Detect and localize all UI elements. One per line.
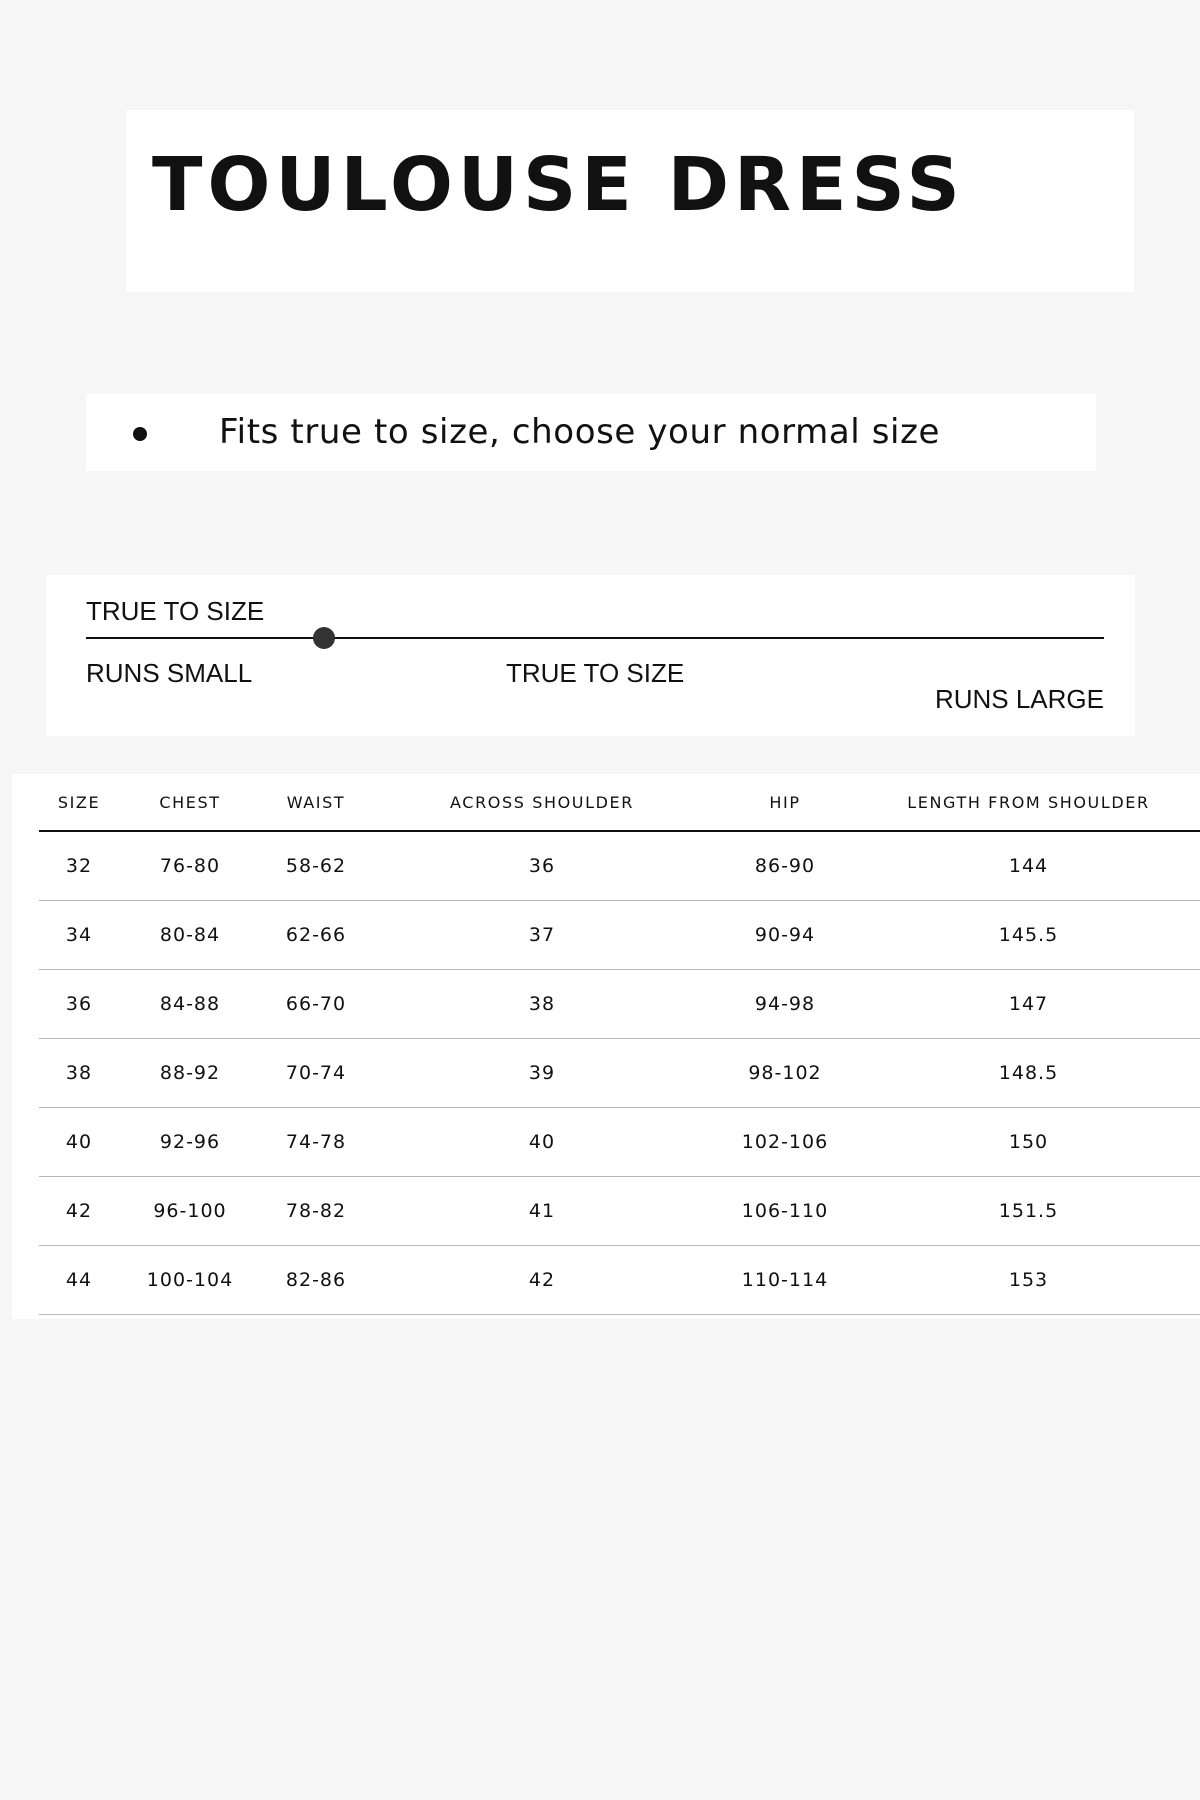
table-header-row [39, 774, 1200, 831]
table-cell: 38 [39, 1039, 119, 1108]
table-cell: 98-102 [713, 1039, 857, 1108]
fit-min-label: RUNS SMALL [86, 658, 253, 688]
table-cell: 147 [857, 970, 1200, 1039]
product-title-banner [126, 110, 1134, 292]
table-cell: 150 [857, 1108, 1200, 1177]
fit-scale-track [86, 637, 1104, 639]
table-cell: 84-88 [119, 970, 261, 1039]
product-title: TOULOUSE DRESS [152, 142, 965, 228]
table-cell: 44 [39, 1246, 119, 1315]
table-cell: 37 [371, 901, 713, 970]
table-cell: 41 [371, 1177, 713, 1246]
table-cell: 96-100 [119, 1177, 261, 1246]
table-cell: 82-86 [261, 1246, 371, 1315]
table-row [39, 1246, 1200, 1315]
table-cell: 144 [857, 831, 1200, 901]
table-cell: 40 [39, 1108, 119, 1177]
column-header-chest: CHEST [119, 774, 261, 831]
table-row [39, 1108, 1200, 1177]
table-cell: 106-110 [713, 1177, 857, 1246]
table-cell: 148.5 [857, 1039, 1200, 1108]
fit-current-label: TRUE TO SIZE [86, 596, 265, 626]
table-cell: 74-78 [261, 1108, 371, 1177]
table-cell: 36 [371, 831, 713, 901]
size-chart-table [39, 774, 1200, 1315]
fit-mid-label: TRUE TO SIZE [506, 658, 685, 688]
table-row [39, 1177, 1200, 1246]
table-cell: 76-80 [119, 831, 261, 901]
table-cell: 88-92 [119, 1039, 261, 1108]
table-cell: 40 [371, 1108, 713, 1177]
table-cell: 78-82 [261, 1177, 371, 1246]
table-cell: 70-74 [261, 1039, 371, 1108]
column-header-across-shoulder: ACROSS SHOULDER [371, 774, 713, 831]
table-cell: 36 [39, 970, 119, 1039]
table-row [39, 831, 1200, 901]
table-cell: 39 [371, 1039, 713, 1108]
table-cell: 62-66 [261, 901, 371, 970]
table-cell: 94-98 [713, 970, 857, 1039]
table-row [39, 901, 1200, 970]
table-cell: 66-70 [261, 970, 371, 1039]
table-cell: 145.5 [857, 901, 1200, 970]
table-cell: 38 [371, 970, 713, 1039]
fit-scale-indicator [313, 627, 335, 649]
column-header-waist: WAIST [261, 774, 371, 831]
column-header-hip: HIP [713, 774, 857, 831]
fit-max-label: RUNS LARGE [934, 684, 1104, 714]
table-cell: 90-94 [713, 901, 857, 970]
table-cell: 100-104 [119, 1246, 261, 1315]
table-row [39, 1039, 1200, 1108]
table-cell: 102-106 [713, 1108, 857, 1177]
column-header-length-from-shoulder: LENGTH FROM SHOULDER [857, 774, 1200, 831]
table-cell: 58-62 [261, 831, 371, 901]
table-cell: 34 [39, 901, 119, 970]
table-row [39, 970, 1200, 1039]
fit-note-banner [86, 394, 1096, 471]
fit-note-text: Fits true to size, choose your normal size [219, 412, 941, 452]
table-cell: 42 [39, 1177, 119, 1246]
table-cell: 110-114 [713, 1246, 857, 1315]
table-cell: 86-90 [713, 831, 857, 901]
size-chart-panel [12, 774, 1200, 1319]
table-cell: 42 [371, 1246, 713, 1315]
bullet-icon [133, 427, 147, 441]
table-cell: 32 [39, 831, 119, 901]
fit-scale-panel [46, 575, 1135, 736]
table-cell: 151.5 [857, 1177, 1200, 1246]
column-header-size: SIZE [39, 774, 119, 831]
table-cell: 80-84 [119, 901, 261, 970]
table-cell: 92-96 [119, 1108, 261, 1177]
table-cell: 153 [857, 1246, 1200, 1315]
